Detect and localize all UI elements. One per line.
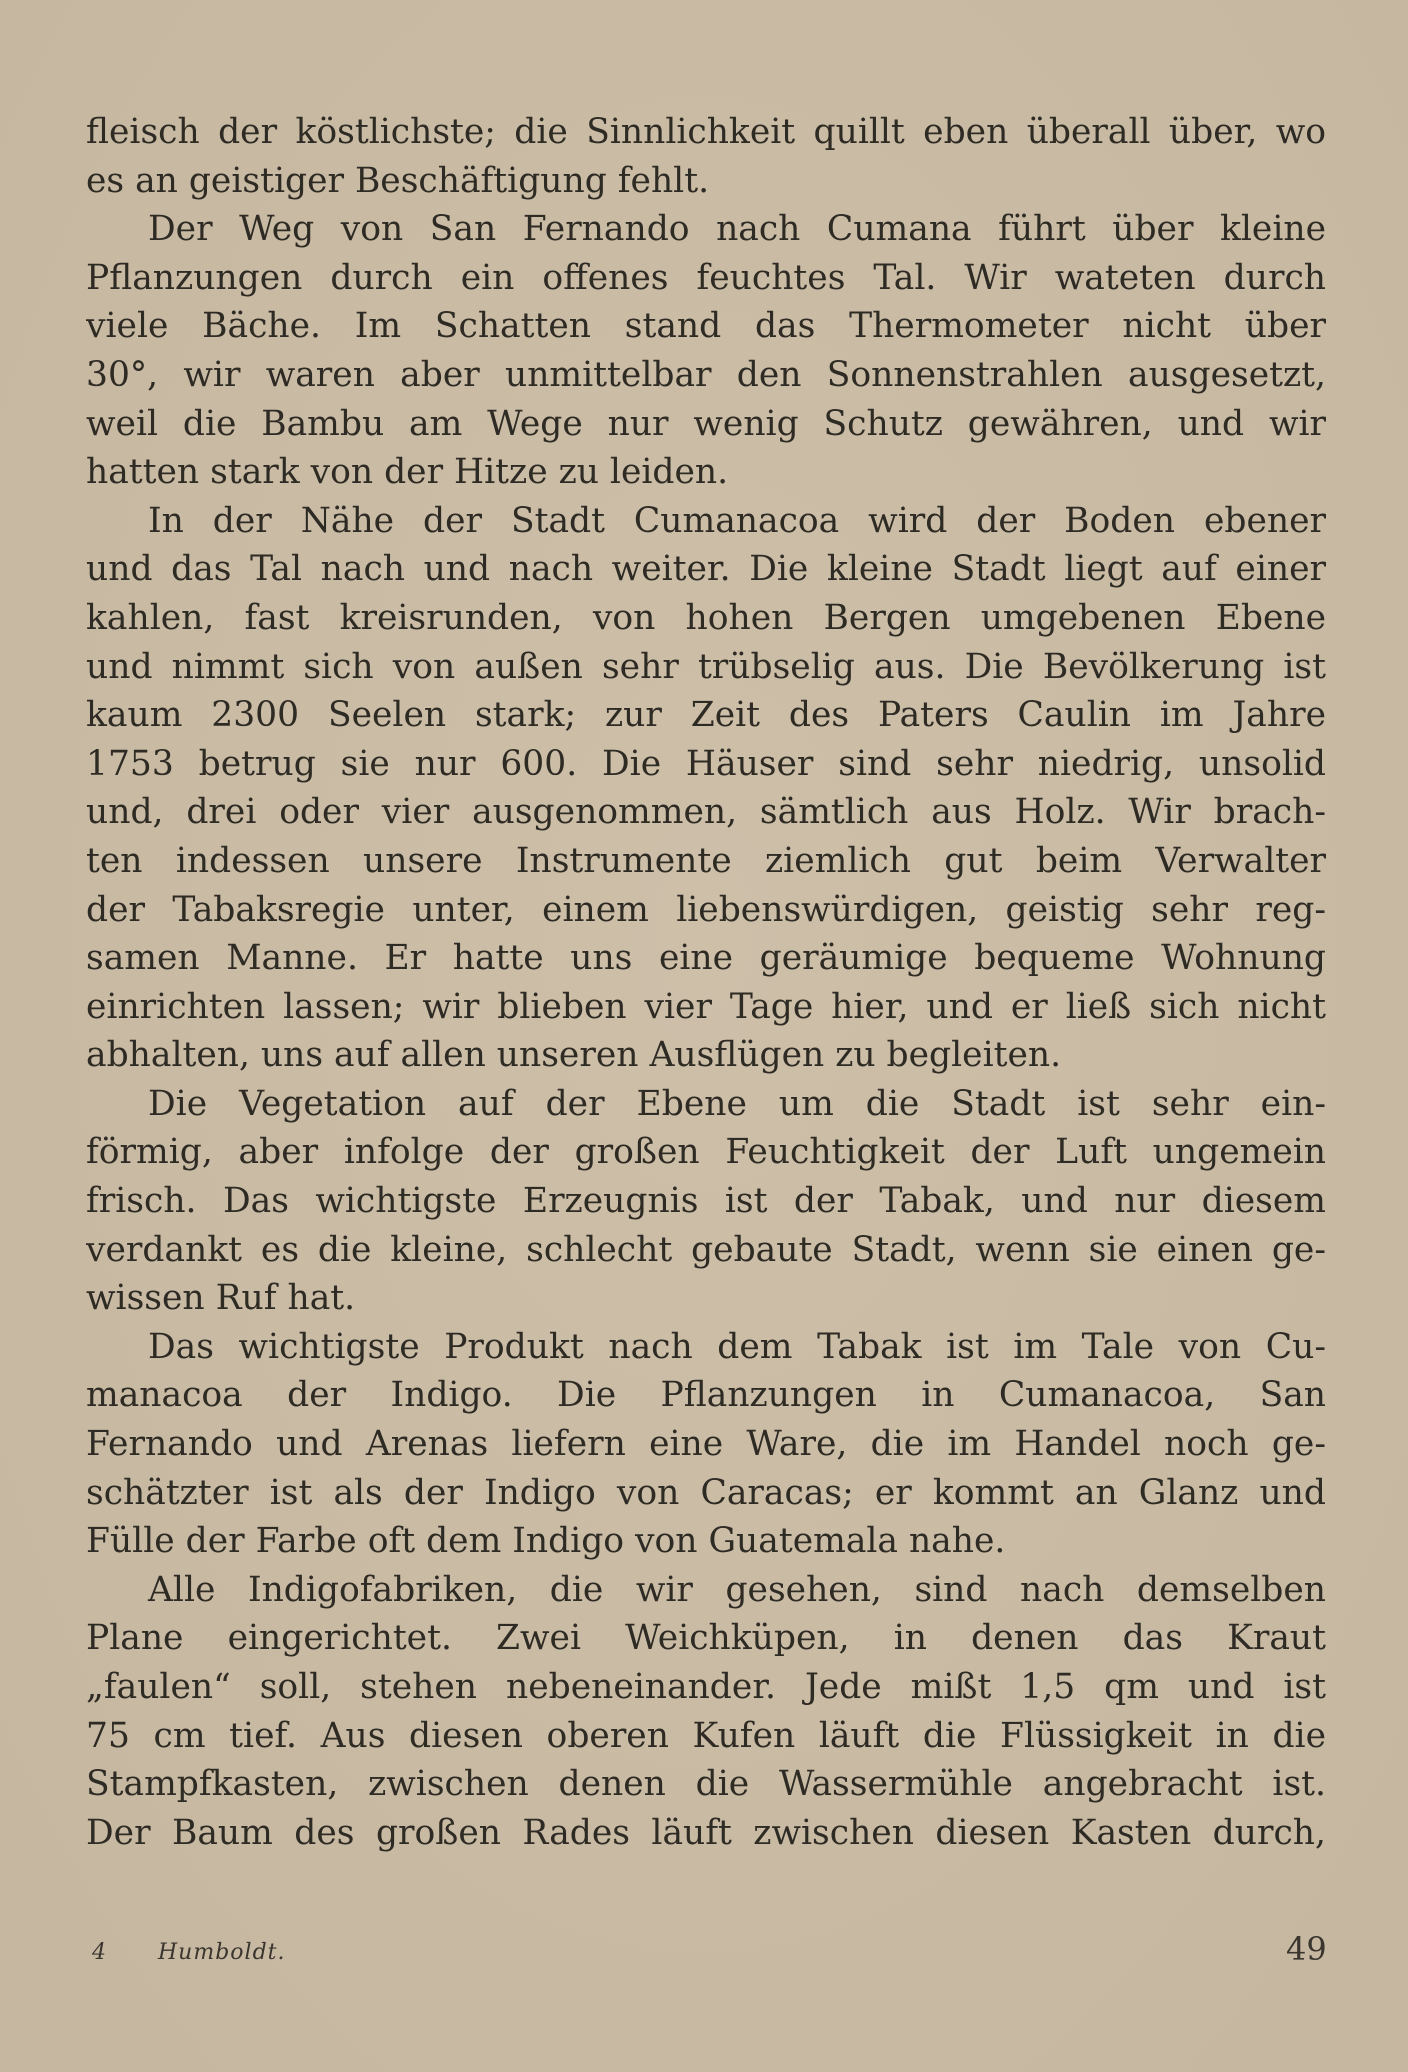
text-line: Fülle der Farbe oft dem Indigo von Guatemala nahe. bbox=[86, 1521, 1006, 1562]
text-line: Stampfkasten, zwischen denen die Wassermühle angebracht ist. bbox=[86, 1764, 1326, 1805]
text-line: und nimmt sich von außen sehr trübselig aus. Die Bevölkerung ist bbox=[86, 646, 1326, 687]
text-line: abhalten, uns auf allen unseren Ausflügen zu begleiten. bbox=[86, 1035, 1062, 1076]
text-line: 1753 betrug sie nur 600. Die Häuser sind sehr niedrig, unsolid bbox=[86, 743, 1326, 784]
text-line: Fernando und Arenas liefern eine Ware, die im Handel noch ge- bbox=[86, 1424, 1326, 1465]
text-line: verdankt es die kleine, schlecht gebaute Stadt, wenn sie einen ge- bbox=[86, 1229, 1326, 1270]
text-line: kahlen, fast kreisrunden, von hohen Bergen umgebenen Ebene bbox=[86, 597, 1326, 638]
text-line: Pflanzungen durch ein offenes feuchtes Tal. Wir wateten durch bbox=[86, 257, 1326, 298]
text-line: und das Tal nach und nach weiter. Die kleine Stadt liegt auf einer bbox=[86, 549, 1326, 590]
text-line: schätzter ist als der Indigo von Caracas; er kommt an Glanz und bbox=[86, 1472, 1326, 1513]
text-line: es an geistiger Beschäftigung fehlt. bbox=[86, 160, 710, 201]
text-line: 30°, wir waren aber unmittelbar den Sonnenstrahlen ausgesetzt, bbox=[86, 354, 1326, 395]
text-line: ten indessen unsere Instrumente ziemlich gut beim Verwalter bbox=[86, 840, 1326, 881]
signature-number: 4 bbox=[92, 1940, 107, 1965]
text-line: manacoa der Indigo. Die Pflanzungen in Cumanacoa, San bbox=[86, 1375, 1326, 1416]
signature-name: Humboldt. bbox=[158, 1940, 286, 1965]
text-line: 75 cm tief. Aus diesen oberen Kufen läuft die Flüssigkeit in die bbox=[86, 1715, 1326, 1756]
text-line: und, drei oder vier ausgenommen, sämtlich aus Holz. Wir brach- bbox=[86, 792, 1326, 833]
text-line: „faulen“ soll, stehen nebeneinander. Jede mißt 1,5 qm und ist bbox=[86, 1667, 1326, 1707]
text-line: viele Bäche. Im Schatten stand das Thermometer nicht über bbox=[86, 306, 1326, 347]
text-line: Das wichtigste Produkt nach dem Tabak ist im Tale von Cu- bbox=[148, 1326, 1326, 1367]
text-line: In der Nähe der Stadt Cumanacoa wird der Boden ebener bbox=[148, 500, 1326, 541]
text-line: samen Manne. Er hatte uns eine geräumige bequeme Wohnung bbox=[86, 938, 1326, 979]
text-line: Alle Indigofabriken, die wir gesehen, sind nach demselben bbox=[148, 1569, 1326, 1610]
page-number: 49 bbox=[1286, 1930, 1327, 1968]
text-line: kaum 2300 Seelen stark; zur Zeit des Paters Caulin im Jahre bbox=[86, 695, 1326, 736]
printer-signature bbox=[92, 1940, 286, 1965]
body-text bbox=[86, 108, 1326, 1857]
text-line: weil die Bambu am Wege nur wenig Schutz gewähren, und wir bbox=[86, 403, 1326, 444]
text-line: einrichten lassen; wir blieben vier Tage hier, und er ließ sich nicht bbox=[86, 986, 1326, 1027]
text-line: der Tabaksregie unter, einem liebenswürdigen, geistig sehr reg- bbox=[86, 889, 1326, 930]
text-line: fleisch der köstlichste; die Sinnlichkeit quillt eben überall über, wo bbox=[86, 112, 1326, 152]
text-line: hatten stark von der Hitze zu leiden. bbox=[86, 452, 729, 493]
text-line: frisch. Das wichtigste Erzeugnis ist der Tabak, und nur diesem bbox=[86, 1181, 1326, 1222]
text-line: Die Vegetation auf der Ebene um die Stadt ist sehr ein- bbox=[148, 1083, 1326, 1124]
text-line: förmig, aber infolge der großen Feuchtigkeit der Luft ungemein bbox=[86, 1132, 1326, 1173]
text-line: wissen Ruf hat. bbox=[86, 1278, 356, 1319]
text-line: Plane eingerichtet. Zwei Weichküpen, in denen das Kraut bbox=[86, 1618, 1326, 1659]
text-line: Der Baum des großen Rades läuft zwischen diesen Kasten durch, bbox=[86, 1812, 1326, 1853]
text-line: Der Weg von San Fernando nach Cumana führt über kleine bbox=[148, 209, 1326, 250]
